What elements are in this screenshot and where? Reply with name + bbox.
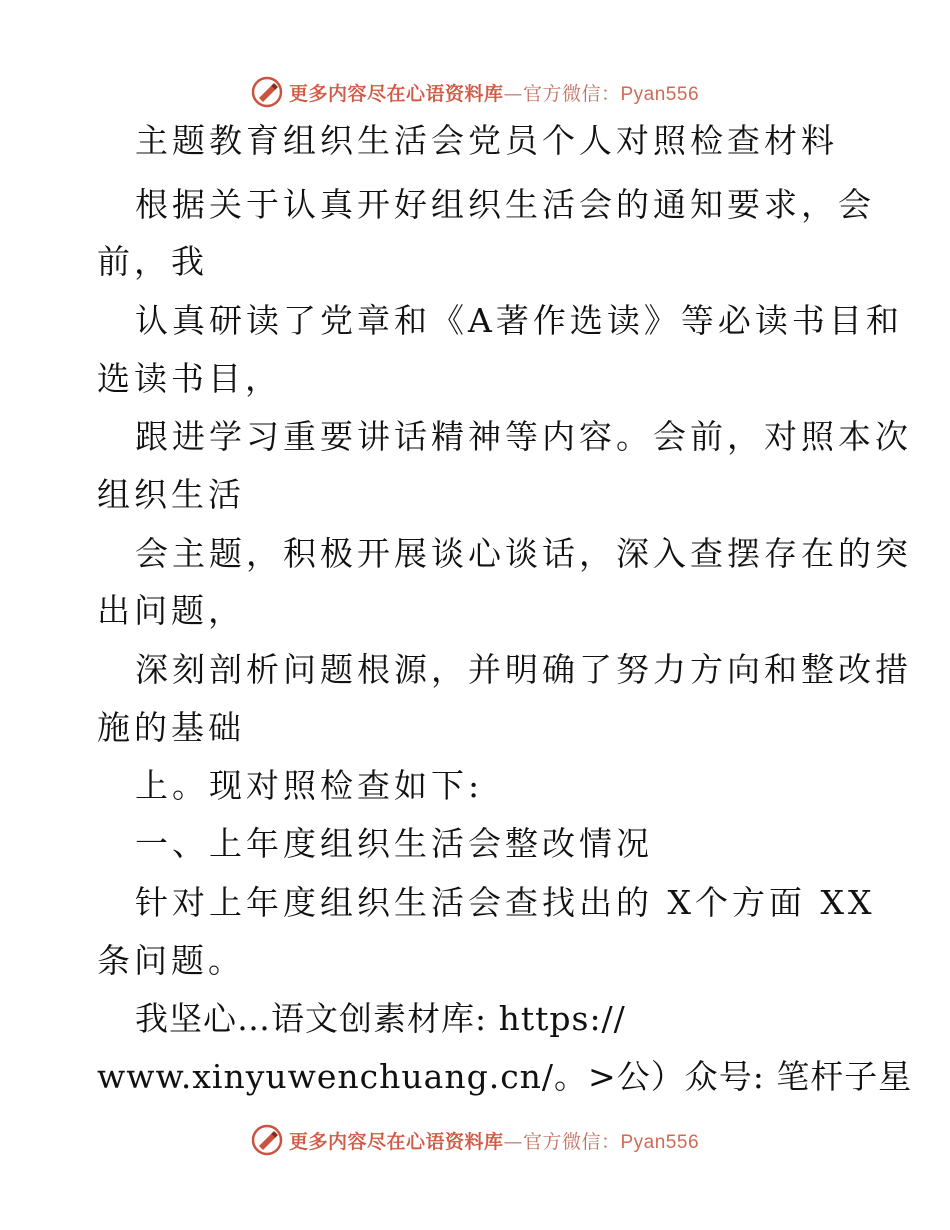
- section-heading: 一、上年度组织生活会整改情况: [135, 824, 653, 863]
- watermark-id: Pyan556: [620, 83, 700, 105]
- watermark-wechat: 官方微信：: [522, 82, 621, 105]
- doc-line: 认真研读了党章和《A著作选读》等必读书目和: [135, 301, 903, 340]
- pen-logo-icon: [251, 76, 283, 108]
- header-watermark: [0, 72, 950, 112]
- doc-line: 出问题，: [97, 591, 245, 630]
- doc-line: 深刻剖析问题根源，并明确了努力方向和整改措: [135, 650, 912, 689]
- footer-watermark: [0, 1120, 950, 1160]
- watermark-id: Pyan556: [620, 1131, 700, 1153]
- doc-line: 组织生活: [97, 475, 245, 514]
- doc-line: www.xinyuwenchuang.cn/。>公）众号: 笔杆子星: [97, 1057, 913, 1096]
- watermark-text: [289, 1127, 699, 1154]
- doc-line: 前，我: [97, 242, 208, 281]
- watermark-separator: —: [503, 82, 523, 105]
- doc-line: 条问题。: [97, 941, 245, 980]
- doc-line: 选读书目，: [97, 359, 282, 398]
- watermark-main: 更多内容尽在心语资料库: [288, 1130, 504, 1153]
- watermark-wechat: 官方微信：: [522, 1130, 621, 1153]
- doc-line: 会主题，积极开展谈心谈话，深入查摆存在的突: [135, 534, 912, 573]
- doc-title: 主题教育组织生活会党员个人对照检查材料: [135, 121, 838, 160]
- watermark-main: 更多内容尽在心语资料库: [288, 82, 504, 105]
- doc-line: 针对上年度组织生活会查找出的 X个方面 XX: [135, 883, 876, 922]
- watermark-text: [289, 79, 699, 106]
- pen-logo-icon: [251, 1124, 283, 1156]
- doc-line: 施的基础: [97, 708, 245, 747]
- doc-line: 跟进学习重要讲话精神等内容。会前，对照本次: [135, 417, 912, 456]
- watermark-separator: —: [503, 1130, 523, 1153]
- doc-line: 根据关于认真开好组织生活会的通知要求，会: [135, 185, 875, 224]
- doc-line: 上。现对照检查如下:: [135, 766, 484, 805]
- doc-line: 我坚心…语文创素材库: https://: [135, 999, 626, 1038]
